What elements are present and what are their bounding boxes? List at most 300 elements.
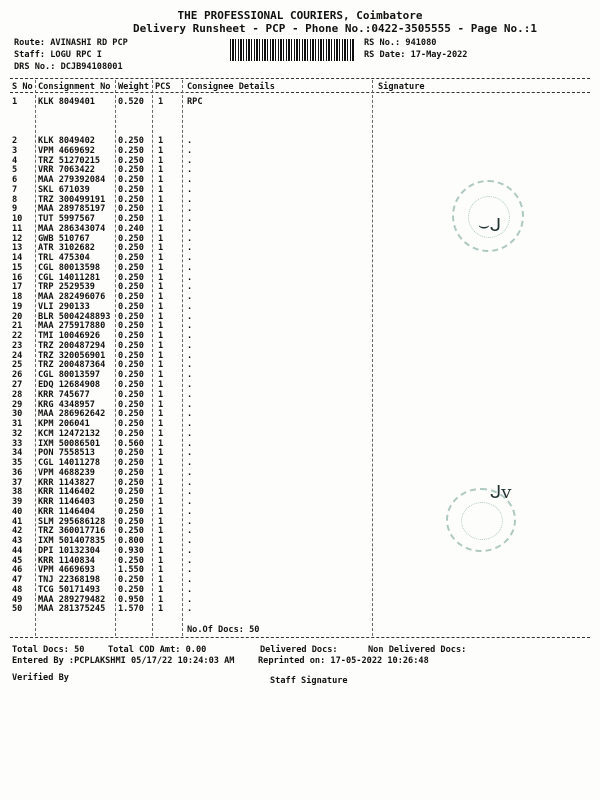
row-pcs: 1 [158, 243, 164, 254]
no-of-docs: No.Of Docs: 50 [187, 625, 260, 635]
row-weight: 0.250 [118, 458, 144, 469]
row-weight: 1.550 [118, 565, 144, 576]
runsheet-title [0, 22, 600, 35]
table-row [0, 175, 600, 184]
row-consignment-no: TRZ 51270215 [38, 155, 101, 166]
row-weight: 0.250 [118, 399, 144, 410]
row-sno: 30 [12, 409, 23, 420]
row-consignment-no: IXM 501407835 [38, 536, 106, 547]
row-weight: 0.250 [118, 233, 144, 244]
row-sno: 4 [12, 155, 18, 166]
row-consignment-no: TNJ 22368198 [38, 575, 101, 586]
table-row [0, 468, 600, 477]
row-weight: 0.250 [118, 584, 144, 595]
row-pcs: 1 [158, 545, 164, 556]
row-weight: 0.250 [118, 292, 144, 303]
row-consignment-no: GWB 510767 [38, 233, 90, 244]
row-sno: 46 [12, 565, 23, 576]
row-weight: 0.250 [118, 555, 144, 566]
row-pcs: 1 [158, 380, 164, 390]
col-header-pcs: PCS [155, 82, 171, 92]
row-sno: 38 [12, 487, 23, 498]
row-consignment-no: MAA 279392084 [38, 175, 106, 186]
table-row [0, 595, 600, 604]
row-pcs: 1 [158, 565, 164, 576]
row-consignee-details: . [187, 253, 193, 264]
row-consignment-no: KRR 1146402 [38, 487, 95, 498]
row-weight: 0.250 [118, 506, 144, 517]
col-header-weight: Weight [118, 82, 150, 92]
table-row [0, 370, 600, 379]
row-consignee-details: . [187, 321, 193, 332]
col-header-sno: S No [12, 82, 33, 92]
row-sno: 39 [12, 497, 23, 508]
row-pcs: 1 [158, 604, 164, 615]
row-consignment-no: MAA 289279482 [38, 594, 106, 605]
row-consignee-details: . [187, 584, 193, 595]
rs-number: RS No.: 941080 [364, 38, 437, 48]
row-pcs: 1 [158, 301, 164, 312]
row-pcs: 1 [158, 389, 164, 400]
table-row [0, 253, 600, 262]
row-pcs: 1 [158, 214, 164, 225]
table-row [0, 331, 600, 340]
row-pcs: 1 [158, 175, 164, 186]
row-pcs: 1 [158, 272, 164, 283]
row-pcs: 1 [158, 428, 164, 439]
row-consignee-details: . [187, 438, 193, 449]
signature-mark: ᒍv [490, 482, 512, 503]
row-pcs: 1 [158, 370, 164, 381]
row-weight: 0.250 [118, 487, 144, 498]
row-sno: 5 [12, 165, 18, 176]
row-pcs: 1 [158, 155, 164, 166]
row-sno: 17 [12, 282, 23, 293]
row-sno: 22 [12, 331, 23, 342]
row-pcs: 1 [158, 184, 164, 195]
table-row [0, 351, 600, 360]
row-consignment-no: TRP 2529539 [38, 282, 95, 293]
row-consignee-details: . [187, 380, 193, 390]
row-consignee-details: . [187, 419, 193, 430]
row-sno: 14 [12, 253, 23, 264]
table-row [0, 243, 600, 252]
table-row [0, 273, 600, 282]
row-sno: 20 [12, 311, 23, 322]
runsheet-title-text: Delivery Runsheet - PCP - Phone No.:0422-3505555 - Page No.:1 [133, 22, 537, 35]
row-sno: 44 [12, 545, 23, 556]
row-consignee-details: . [187, 204, 193, 215]
route-label: Route: AVINASHI RD PCP [14, 38, 128, 48]
row-consignment-no: KRR 1146403 [38, 497, 95, 508]
row-consignment-no: IXM 50086501 [38, 438, 101, 449]
row-sno: 36 [12, 467, 23, 478]
table-row [0, 156, 600, 165]
row-consignee-details: . [187, 536, 193, 547]
row-sno: 43 [12, 536, 23, 547]
row-consignee-details: . [187, 155, 193, 166]
table-row [0, 341, 600, 350]
row-sno: 19 [12, 301, 23, 312]
row-weight: 0.250 [118, 409, 144, 420]
row-weight: 0.250 [118, 184, 144, 195]
barcode-image [230, 39, 355, 61]
table-row [0, 97, 600, 106]
row-pcs: 1 [158, 584, 164, 595]
row-consignee-details: . [187, 448, 193, 459]
row-pcs: 1 [158, 350, 164, 361]
row-consignment-no: KRR 745677 [38, 389, 90, 400]
table-row [0, 136, 600, 145]
table-row [0, 429, 600, 438]
row-consignee-details: . [187, 506, 193, 517]
row-consignee-details: . [187, 282, 193, 293]
row-consignment-no: KLK 8049401 [38, 97, 95, 107]
row-consignee-details: . [187, 301, 193, 312]
table-bottom-divider [10, 637, 590, 638]
row-weight: 0.240 [118, 223, 144, 234]
row-pcs: 1 [158, 555, 164, 566]
row-weight: 0.250 [118, 389, 144, 400]
row-pcs: 1 [158, 575, 164, 586]
row-sno: 35 [12, 458, 23, 469]
row-weight: 0.250 [118, 204, 144, 215]
row-weight: 0.250 [118, 194, 144, 205]
row-consignment-no: TRZ 200487294 [38, 340, 106, 351]
row-pcs: 1 [158, 262, 164, 273]
row-consignment-no: KPM 206041 [38, 419, 90, 430]
row-sno: 11 [12, 223, 23, 234]
row-pcs: 1 [158, 165, 164, 176]
row-pcs: 1 [158, 526, 164, 537]
row-sno: 3 [12, 145, 18, 156]
row-pcs: 1 [158, 204, 164, 215]
row-consignment-no: TCG 50171493 [38, 584, 101, 595]
row-pcs: 1 [158, 321, 164, 332]
verified-by: Verified By [12, 673, 69, 683]
row-weight: 0.250 [118, 155, 144, 166]
row-consignment-no: MAA 289785197 [38, 204, 106, 215]
row-consignment-no: MAA 282496076 [38, 292, 106, 303]
row-consignment-no: KLK 8049402 [38, 136, 95, 146]
row-consignment-no: PON 7558513 [38, 448, 95, 459]
row-consignee-details: . [187, 477, 193, 488]
row-weight: 0.250 [118, 282, 144, 293]
row-consignee-details: . [187, 136, 193, 146]
row-consignment-no: VRR 7063422 [38, 165, 95, 176]
row-weight: 0.250 [118, 428, 144, 439]
row-weight: 0.250 [118, 380, 144, 390]
row-pcs: 1 [158, 292, 164, 303]
row-consignment-no: CGL 80013598 [38, 262, 101, 273]
row-weight: 0.250 [118, 321, 144, 332]
row-pcs: 1 [158, 438, 164, 449]
row-consignee-details: . [187, 467, 193, 478]
row-consignment-no: TRZ 300499191 [38, 194, 106, 205]
delivered-docs: Delivered Docs: [260, 645, 338, 655]
table-row [0, 292, 600, 301]
row-weight: 0.950 [118, 594, 144, 605]
row-consignment-no: SKL 671039 [38, 184, 90, 195]
row-consignment-no: MAA 281375245 [38, 604, 106, 615]
row-consignee-details: . [187, 311, 193, 322]
reprinted-on: Reprinted on: 17-05-2022 10:26:48 [258, 656, 429, 666]
row-sno: 31 [12, 419, 23, 430]
row-consignment-no: KRR 1140834 [38, 555, 95, 566]
row-weight: 0.250 [118, 360, 144, 371]
row-consignee-details: . [187, 243, 193, 254]
row-weight: 0.520 [118, 97, 144, 107]
row-consignment-no: TRL 475304 [38, 253, 90, 264]
row-consignee-details: . [187, 409, 193, 420]
row-weight: 0.250 [118, 331, 144, 342]
drs-number: DRS No.: DCJB94108001 [14, 62, 123, 72]
row-sno: 21 [12, 321, 23, 332]
row-consignment-no: TUT 5997567 [38, 214, 95, 225]
row-consignee-details: . [187, 526, 193, 537]
total-cod-amount: Total COD Amt: 0.00 [108, 645, 207, 655]
row-pcs: 1 [158, 311, 164, 322]
row-consignment-no: VPM 4669693 [38, 565, 95, 576]
row-consignee-details: . [187, 194, 193, 205]
row-sno: 7 [12, 184, 18, 195]
row-sno: 15 [12, 262, 23, 273]
row-weight: 0.560 [118, 438, 144, 449]
row-sno: 24 [12, 350, 23, 361]
row-sno: 41 [12, 516, 23, 527]
table-row [0, 409, 600, 418]
total-docs: Total Docs: 50 [12, 645, 85, 655]
row-consignee-details: . [187, 370, 193, 381]
row-consignee-details: . [187, 175, 193, 186]
table-row [0, 282, 600, 291]
row-weight: 0.250 [118, 477, 144, 488]
row-consignee-details: . [187, 565, 193, 576]
row-consignment-no: ATR 3102682 [38, 243, 95, 254]
row-consignee-details: . [187, 214, 193, 225]
row-consignee-details: . [187, 594, 193, 605]
table-row [0, 546, 600, 555]
non-delivered-docs: Non Delivered Docs: [368, 645, 467, 655]
row-consignee-details: . [187, 262, 193, 273]
row-weight: 0.250 [118, 165, 144, 176]
row-pcs: 1 [158, 448, 164, 459]
row-sno: 42 [12, 526, 23, 537]
row-consignee-details: . [187, 233, 193, 244]
table-row [0, 604, 600, 613]
row-consignment-no: VLI 290133 [38, 301, 90, 312]
row-consignment-no: MAA 286962642 [38, 409, 106, 420]
row-pcs: 1 [158, 136, 164, 146]
row-sno: 45 [12, 555, 23, 566]
row-weight: 0.250 [118, 272, 144, 283]
row-consignment-no: EDQ 12684908 [38, 380, 101, 390]
col-header-consignment: Consignment No [38, 82, 111, 92]
row-weight: 0.800 [118, 536, 144, 547]
row-sno: 18 [12, 292, 23, 303]
table-row [0, 302, 600, 311]
staff-signature: Staff Signature [270, 676, 348, 686]
row-weight: 0.250 [118, 214, 144, 225]
row-pcs: 1 [158, 340, 164, 351]
row-sno: 49 [12, 594, 23, 605]
table-row [0, 556, 600, 565]
row-weight: 0.250 [118, 448, 144, 459]
table-row [0, 263, 600, 272]
row-sno: 29 [12, 399, 23, 410]
row-sno: 34 [12, 448, 23, 459]
row-sno: 50 [12, 604, 23, 615]
col-header-details: Consignee Details [187, 82, 275, 92]
row-pcs: 1 [158, 194, 164, 205]
signature-mark: ⌣ᒍ [478, 215, 502, 236]
table-row [0, 321, 600, 330]
row-sno: 48 [12, 584, 23, 595]
row-sno: 33 [12, 438, 23, 449]
table-row [0, 448, 600, 457]
row-weight: 0.250 [118, 419, 144, 430]
entered-by: Entered By :PCPLAKSHMI 05/17/22 10:24:03 AM [12, 656, 235, 666]
row-consignment-no: VPM 4688239 [38, 467, 95, 478]
row-consignment-no: KRR 1143827 [38, 477, 95, 488]
row-weight: 0.250 [118, 145, 144, 156]
row-consignee-details: . [187, 428, 193, 439]
table-row [0, 146, 600, 155]
row-consignment-no: SLM 295686128 [38, 516, 106, 527]
row-weight: 0.250 [118, 497, 144, 508]
row-weight: 0.250 [118, 516, 144, 527]
row-sno: 10 [12, 214, 23, 225]
row-consignee-details: . [187, 292, 193, 303]
table-row [0, 360, 600, 369]
row-pcs: 1 [158, 97, 164, 107]
row-consignment-no: KRG 4348957 [38, 399, 95, 410]
row-pcs: 1 [158, 360, 164, 371]
row-consignee-details: . [187, 340, 193, 351]
row-pcs: 1 [158, 282, 164, 293]
row-weight: 0.250 [118, 136, 144, 146]
header-divider-bottom [10, 92, 590, 93]
table-row [0, 390, 600, 399]
company-name: THE PROFESSIONAL COURIERS, Coimbatore [177, 9, 423, 22]
row-pcs: 1 [158, 253, 164, 264]
header-divider-top [10, 78, 590, 79]
row-consignee-details: . [187, 360, 193, 371]
row-sno: 6 [12, 175, 18, 186]
row-consignee-details: . [187, 555, 193, 566]
row-consignment-no: KRR 1146404 [38, 506, 95, 517]
rs-date: RS Date: 17-May-2022 [364, 50, 468, 60]
row-pcs: 1 [158, 497, 164, 508]
row-consignee-details: . [187, 184, 193, 195]
row-consignment-no: DPI 10132304 [38, 545, 101, 556]
row-pcs: 1 [158, 223, 164, 234]
row-pcs: 1 [158, 536, 164, 547]
row-consignment-no: KCM 12472132 [38, 428, 101, 439]
row-consignee-details: . [187, 497, 193, 508]
row-sno: 1 [12, 97, 18, 107]
row-pcs: 1 [158, 409, 164, 420]
row-consignee-details: . [187, 165, 193, 176]
row-sno: 13 [12, 243, 23, 254]
row-consignment-no: CGL 14011278 [38, 458, 101, 469]
row-sno: 12 [12, 233, 23, 244]
row-consignee-details: . [187, 545, 193, 556]
row-consignee-details: . [187, 487, 193, 498]
table-row [0, 585, 600, 594]
row-pcs: 1 [158, 467, 164, 478]
row-weight: 0.250 [118, 350, 144, 361]
table-row [0, 419, 600, 428]
row-weight: 0.250 [118, 575, 144, 586]
table-row [0, 400, 600, 409]
row-consignee-details: . [187, 223, 193, 234]
row-weight: 1.570 [118, 604, 144, 615]
table-row [0, 165, 600, 174]
row-consignment-no: CGL 80013597 [38, 370, 101, 381]
row-consignee-details: . [187, 516, 193, 527]
row-consignee-details: . [187, 331, 193, 342]
row-pcs: 1 [158, 594, 164, 605]
row-weight: 0.250 [118, 301, 144, 312]
row-sno: 26 [12, 370, 23, 381]
staff-label: Staff: LOGU RPC I [14, 50, 102, 60]
row-weight: 0.250 [118, 467, 144, 478]
row-weight: 0.250 [118, 370, 144, 381]
table-row [0, 380, 600, 389]
row-sno: 47 [12, 575, 23, 586]
row-weight: 0.930 [118, 545, 144, 556]
row-consignee-details: . [187, 350, 193, 361]
table-row [0, 575, 600, 584]
row-consignment-no: TRZ 200487364 [38, 360, 106, 371]
row-consignment-no: TMI 10046926 [38, 331, 101, 342]
row-weight: 0.250 [118, 175, 144, 186]
row-consignee-details: . [187, 399, 193, 410]
row-sno: 2 [12, 136, 18, 146]
row-consignee-details: . [187, 575, 193, 586]
row-pcs: 1 [158, 399, 164, 410]
row-sno: 23 [12, 340, 23, 351]
row-consignee-details: . [187, 389, 193, 400]
row-sno: 32 [12, 428, 23, 439]
row-consignee-details: RPC [187, 97, 203, 107]
row-sno: 8 [12, 194, 18, 205]
table-row [0, 312, 600, 321]
row-consignment-no: MAA 286343074 [38, 223, 106, 234]
row-pcs: 1 [158, 487, 164, 498]
row-sno: 40 [12, 506, 23, 517]
row-weight: 0.250 [118, 262, 144, 273]
row-sno: 9 [12, 204, 18, 215]
row-sno: 27 [12, 380, 23, 390]
row-consignee-details: . [187, 604, 193, 615]
row-pcs: 1 [158, 419, 164, 430]
row-weight: 0.250 [118, 311, 144, 322]
row-sno: 37 [12, 477, 23, 488]
row-consignment-no: TRZ 360017716 [38, 526, 106, 537]
row-weight: 0.250 [118, 340, 144, 351]
row-consignment-no: BLR 5004248893 [38, 311, 111, 322]
col-header-signature: Signature [378, 82, 425, 92]
row-consignee-details: . [187, 272, 193, 283]
row-weight: 0.250 [118, 526, 144, 537]
row-pcs: 1 [158, 331, 164, 342]
row-consignment-no: TRZ 320056901 [38, 350, 106, 361]
row-consignment-no: MAA 275917880 [38, 321, 106, 332]
row-consignment-no: VPM 4669692 [38, 145, 95, 156]
table-row [0, 565, 600, 574]
